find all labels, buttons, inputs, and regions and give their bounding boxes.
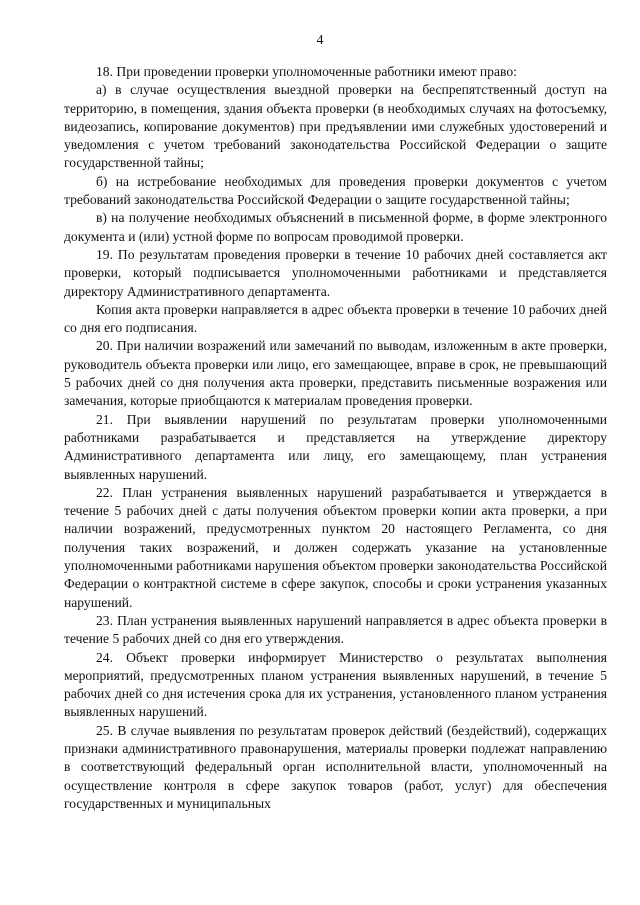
paragraph-21: 21. При выявлении нарушений по результатам проверки уполномоченными работниками разрабатывается и представляется на утверждение директору Административного департамента или лицу, его замещающему, план устранения выявленных нарушений. bbox=[64, 411, 607, 482]
paragraph-18a: а) в случае осуществления выездной проверки на беспрепятственный доступ на территорию, в помещения, здания объекта проверки (в необходимых случаях на фотосъемку, видеозапись, копирование документов) при предъявлении ими служебных удостоверений и уведомления с учетом требований законодательства Российской Федерации о защите государственной тайны; bbox=[64, 82, 607, 171]
paragraph-18c: в) на получение необходимых объяснений в письменной форме, в форме электронного документа и (или) устной форме по вопросам проводимой проверки. bbox=[64, 210, 607, 244]
page-number: 4 bbox=[316, 33, 324, 48]
paragraph-22: 22. План устранения выявленных нарушений разрабатывается и утверждается в течение 5 рабочих дней с даты получения объектом проверки копии акта проверки, а при наличии возражений, предусмотренных пунктом 20 настоящего Регламента, со дня получения таких возражений, и должен содержать указание на установленные уполномоченными работниками нарушения объектом проверки законодательства Российской Федерации о контрактной системе в сфере закупок, способы и сроки устранения указанных нарушений. bbox=[64, 484, 607, 610]
paragraph-18b: б) на истребование необходимых для проведения проверки документов с учетом требований законодательства Российской Федерации о защите государственной тайны; bbox=[64, 173, 607, 208]
paragraph-19-copy: Копия акта проверки направляется в адрес объекта проверки в течение 10 рабочих дней со дня его подписания. bbox=[64, 301, 607, 336]
paragraph-25: 25. В случае выявления по результатам проверок действий (бездействий), содержащих признаки административного правонарушения, материалы проверки подлежат направлению в соответствующий федеральный орган исполнительной власти, уполномоченный на осуществление контроля в сфере закупок товаров (работ, услуг) для обеспечения государственных и муниципальных bbox=[64, 722, 607, 811]
paragraph-20: 20. При наличии возражений или замечаний по выводам, изложенным в акте проверки, руководитель объекта проверки или лицо, его замещающее, вправе в срок, не превышающий 5 рабочих дней со дня получения акта проверки, представить письменные возражения или замечания, которые приобщаются к материалам проведения проверки. bbox=[64, 338, 607, 409]
paragraph-23: 23. План устранения выявленных нарушений направляется в адрес объекта проверки в течение 5 рабочих дней со дня его утверждения. bbox=[64, 612, 607, 647]
paragraph-19: 19. По результатам проведения проверки в течение 10 рабочих дней составляется акт проверки, который подписывается уполномоченными работниками и представляется директору Административного департамента. bbox=[64, 246, 607, 299]
paragraph-18: 18. При проведении проверки уполномоченные работники имеют право: bbox=[96, 64, 517, 79]
document-body bbox=[64, 63, 607, 813]
paragraph-24: 24. Объект проверки информирует Министерство о результатах выполнения мероприятий, предусмотренных планом устранения выявленных нарушений, в течение 5 рабочих дней со дня истечения срока для их устранения, установленного планом устранения выявленных нарушений. bbox=[64, 649, 607, 720]
